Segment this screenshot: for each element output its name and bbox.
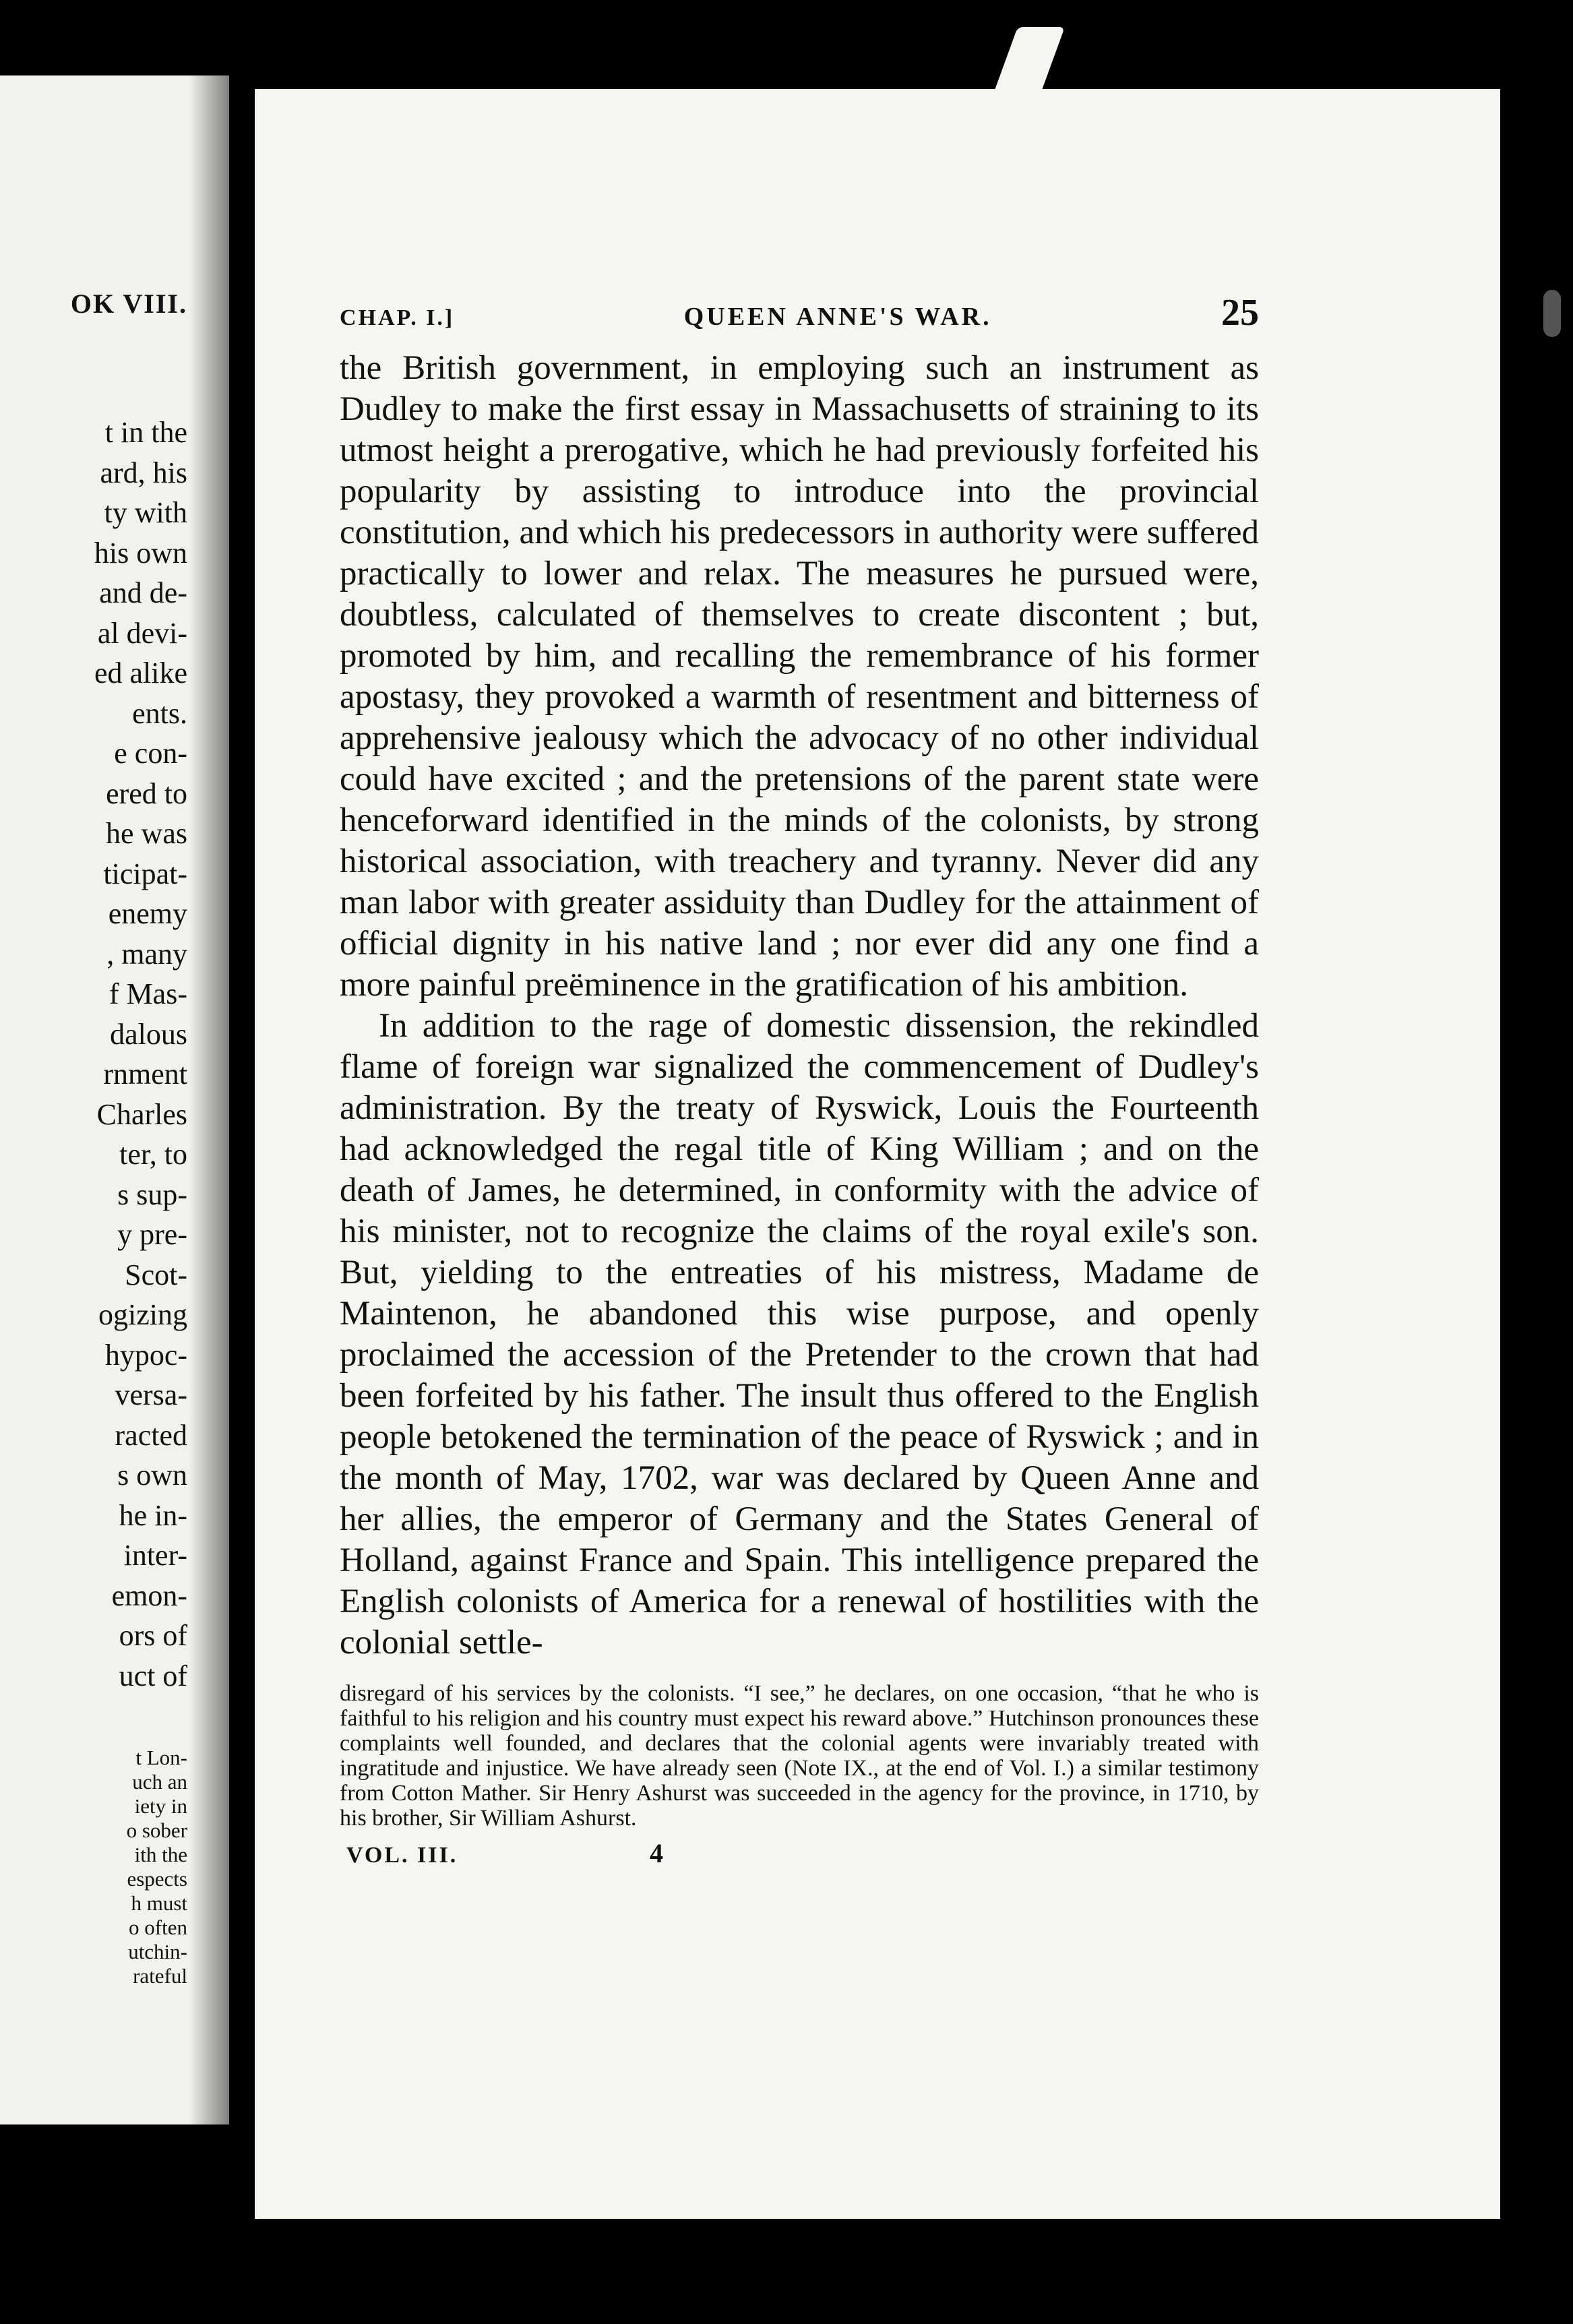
left-line: e con-	[114, 737, 187, 770]
left-note-line: rateful	[133, 1964, 187, 1988]
signature-number: 4	[650, 1838, 665, 1868]
left-line: rnment	[103, 1058, 187, 1091]
left-page-text	[94, 412, 187, 1696]
left-line: Charles	[96, 1097, 187, 1131]
left-line: ty with	[104, 496, 187, 529]
left-note-line: uch an	[132, 1770, 187, 1794]
left-line: ered to	[106, 776, 187, 810]
scan-artifact	[1543, 290, 1561, 337]
book-gutter	[189, 75, 256, 2124]
running-head	[340, 291, 1259, 338]
right-page	[255, 89, 1500, 2219]
left-line: versa-	[115, 1378, 187, 1411]
left-line: his own	[94, 536, 187, 570]
left-line: hypoc-	[104, 1338, 187, 1372]
left-line: ticipat-	[103, 857, 187, 890]
left-line: and de-	[99, 576, 187, 609]
left-note-line: o often	[129, 1916, 187, 1939]
chapter-label: CHAP. I.]	[340, 305, 455, 330]
left-line: ogizing	[98, 1298, 187, 1331]
paragraph: the British government, in employing such an instrument as Dudley to make the first essay in Massachusetts of straining to its utmost height a prerogative, which he had previously forfeited his popularity by assisting to introduce into the provincial constitution, and which his predecessors in authority were suffered practically to lower and relax. The measures he pursued were, doubtless, calculated of themselves to create discontent ; but, promoted by him, and recalling the remembrance of his former apostasy, they provoked a warmth of resentment and bitterness of apprehensive jealousy which the advocacy of no other individual could have excited ; and the pretensions of the parent state were henceforward identified in the minds of the colonists, by strong historical association, with treachery and tyranny. Never did any man labor with greater assiduity than Dudley for the attainment of official dignity in his native land ; nor ever did any one find a more painful preëminence in the gratification of his ambition.	[340, 349, 1259, 1004]
page-number: 25	[1221, 292, 1259, 334]
left-note-line: iety in	[134, 1794, 187, 1818]
paragraph: In addition to the rage of domestic dissension, the rekindled flame of foreign war signalized the commencement of Dudley's administration. By the treaty of Ryswick, Louis the Fourteenth had acknowledged the regal title of King William ; and on the death of James, he determined, in conformity with the advice of his minister, not to recognize the claims of the royal exile's son. But, yielding to the entreaties of his mistress, Madame de Maintenon, he abandoned this wise purpose, and openly proclaimed the accession of the Pretender to the crown that had been forfeited by his father. The insult thus offered to the English people betokened the termination of the peace of Ryswick ; and in the month of May, 1702, war was declared by Queen Anne and her allies, the emperor of Germany and the States General of Holland, against France and Spain. This intelligence prepared the English colonists of America for a renewal of hostilities with the colonial settle-	[340, 1007, 1259, 1661]
left-line: uct of	[119, 1659, 187, 1692]
body-text	[340, 348, 1259, 1663]
page-content	[340, 291, 1259, 1869]
volume-mark: VOL. III.	[346, 1843, 458, 1868]
left-line: racted	[115, 1418, 187, 1452]
left-line: s own	[117, 1459, 187, 1492]
left-line: ors of	[119, 1619, 187, 1652]
left-note-line: o sober	[126, 1818, 187, 1842]
left-note-line: espects	[127, 1867, 187, 1891]
left-line: enemy	[108, 897, 187, 930]
left-note-line: utchin-	[128, 1940, 187, 1963]
left-line: emon-	[111, 1579, 187, 1612]
left-line: f Mas-	[109, 977, 187, 1010]
left-line: s sup-	[117, 1178, 187, 1211]
running-title: QUEEN ANNE'S WAR.	[683, 303, 992, 331]
left-note-line: ith the	[134, 1843, 187, 1866]
left-page-header: OK VIII.	[70, 288, 187, 319]
left-line: dalous	[110, 1017, 187, 1051]
signature-line	[340, 1837, 1259, 1869]
left-line: he in-	[119, 1498, 187, 1532]
left-note-line: t Lon-	[135, 1746, 187, 1769]
footnote	[340, 1681, 1259, 1831]
left-line: Scot-	[125, 1258, 187, 1291]
left-line: inter-	[123, 1539, 187, 1572]
left-line: ard, his	[100, 456, 187, 489]
left-line: t in the	[104, 416, 187, 449]
left-line: al devi-	[97, 616, 187, 650]
left-page-footnote	[127, 1746, 187, 1988]
left-line: , many	[106, 937, 187, 971]
left-line: ter, to	[119, 1138, 187, 1171]
footnote-text: disregard of his services by the colonists. “I see,” he declares, on one occasion, “that he who is faithful to his religion and his country must expect his reward above.” Hutchinson pronounces these complaints well founded, and declares that the colonial agents were invariably treated with ingratitude and injustice. We have already seen (Note IX., at the end of Vol. I.) a similar testimony from Cotton Mather. Sir Henry Ashurst was succeeded in the agency for the province, in 1710, by his brother, Sir William Ashurst.	[340, 1681, 1259, 1831]
left-line: ents.	[132, 696, 187, 730]
left-line: he was	[106, 817, 187, 850]
left-note-line: h must	[131, 1891, 187, 1915]
left-line: y pre-	[117, 1218, 187, 1251]
left-line: ed alike	[94, 656, 187, 690]
